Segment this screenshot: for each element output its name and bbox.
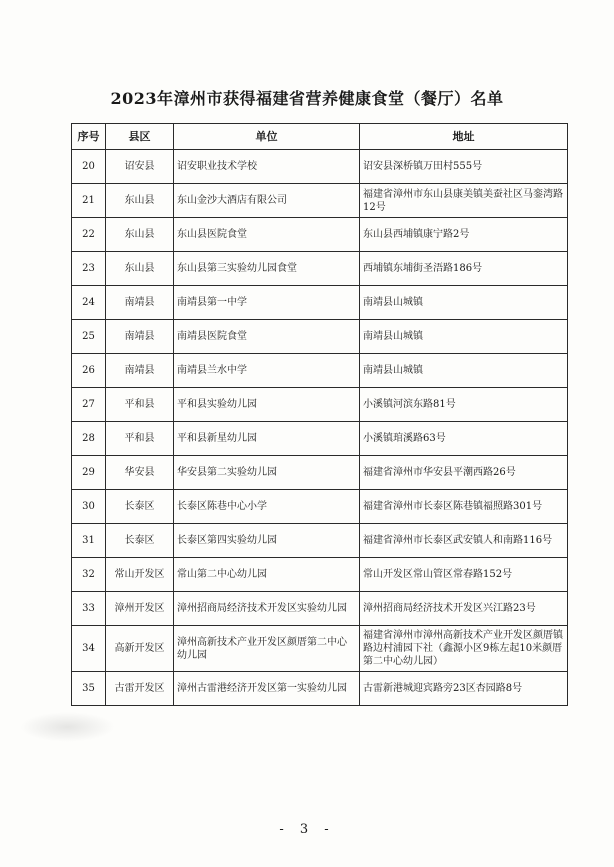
table-row [72,672,568,706]
cell-unit: 南靖县医院食堂 [174,320,360,354]
cell-unit: 平和县实验幼儿园 [174,388,360,422]
cell-index: 28 [72,422,106,456]
header-district: 县区 [106,124,174,150]
cell-district: 古雷开发区 [106,672,174,706]
cell-unit: 长泰区陈巷中心小学 [174,490,360,524]
cell-address: 福建省漳州市漳州高新技术产业开发区颜厝镇路边村浦园下社（鑫源小区9栋左起10米颜厝第二中心幼儿园） [360,626,568,672]
cell-index: 22 [72,218,106,252]
cell-unit: 平和县新星幼儿园 [174,422,360,456]
table-row [72,354,568,388]
cell-district: 东山县 [106,252,174,286]
table-row [72,320,568,354]
cell-address: 小溪镇河滨东路81号 [360,388,568,422]
cell-unit: 长泰区第四实验幼儿园 [174,524,360,558]
table-row [72,592,568,626]
cell-district: 高新开发区 [106,626,174,672]
cell-address: 小溪镇琯溪路63号 [360,422,568,456]
cell-index: 24 [72,286,106,320]
cell-unit: 东山县第三实验幼儿园食堂 [174,252,360,286]
table-row [72,524,568,558]
cell-district: 南靖县 [106,354,174,388]
table-row [72,490,568,524]
cell-index: 20 [72,150,106,184]
table-row [72,252,568,286]
cell-address: 福建省漳州市华安县平潮西路26号 [360,456,568,490]
cell-address: 南靖县山城镇 [360,354,568,388]
cell-district: 东山县 [106,184,174,218]
cell-index: 23 [72,252,106,286]
cell-address: 南靖县山城镇 [360,286,568,320]
cell-district: 南靖县 [106,286,174,320]
cell-unit: 东山县医院食堂 [174,218,360,252]
cell-unit: 漳州高新技术产业开发区颜厝第二中心幼儿园 [174,626,360,672]
cell-district: 东山县 [106,218,174,252]
scan-smudge [20,712,115,742]
cell-index: 35 [72,672,106,706]
cell-unit: 漳州古雷港经济开发区第一实验幼儿园 [174,672,360,706]
table-row [72,558,568,592]
cell-address: 福建省漳州市长泰区武安镇人和南路116号 [360,524,568,558]
table-row [72,218,568,252]
header-index: 序号 [72,124,106,150]
cell-index: 26 [72,354,106,388]
document-title: 2023年漳州市获得福建省营养健康食堂（餐厅）名单 [110,89,504,108]
cell-index: 29 [72,456,106,490]
cell-district: 长泰区 [106,524,174,558]
cell-address: 诏安县深桥镇万田村555号 [360,150,568,184]
cell-district: 长泰区 [106,490,174,524]
cell-unit: 南靖县第一中学 [174,286,360,320]
cell-unit: 常山第二中心幼儿园 [174,558,360,592]
cell-unit: 东山金沙大酒店有限公司 [174,184,360,218]
cell-address: 福建省漳州市东山县康美镇美蚕社区马銮湾路12号 [360,184,568,218]
table-row [72,456,568,490]
cell-address: 西埔镇东埔街圣浯路186号 [360,252,568,286]
table-row [72,184,568,218]
cell-address: 漳州招商局经济技术开发区兴江路23号 [360,592,568,626]
cell-district: 诏安县 [106,150,174,184]
canteen-list-table [71,123,568,706]
table-row [72,626,568,672]
cell-unit: 诏安职业技术学校 [174,150,360,184]
cell-unit: 漳州招商局经济技术开发区实验幼儿园 [174,592,360,626]
cell-address: 古雷新港城迎宾路旁23区杏园路8号 [360,672,568,706]
cell-index: 33 [72,592,106,626]
cell-unit: 华安县第二实验幼儿园 [174,456,360,490]
header-unit: 单位 [174,124,360,150]
cell-index: 30 [72,490,106,524]
cell-district: 漳州开发区 [106,592,174,626]
cell-unit: 南靖县兰水中学 [174,354,360,388]
cell-index: 27 [72,388,106,422]
cell-index: 32 [72,558,106,592]
table-header-row [72,124,568,150]
cell-district: 常山开发区 [106,558,174,592]
table-row [72,286,568,320]
cell-index: 21 [72,184,106,218]
cell-index: 31 [72,524,106,558]
table-row [72,388,568,422]
table-row [72,150,568,184]
cell-district: 南靖县 [106,320,174,354]
cell-index: 25 [72,320,106,354]
table-row [72,422,568,456]
cell-index: 34 [72,626,106,672]
page-number: - 3 - [279,822,335,837]
cell-district: 平和县 [106,388,174,422]
header-address: 地址 [360,124,568,150]
cell-district: 平和县 [106,422,174,456]
cell-address: 常山开发区常山管区常春路152号 [360,558,568,592]
cell-address: 南靖县山城镇 [360,320,568,354]
cell-address: 福建省漳州市长泰区陈巷镇福照路301号 [360,490,568,524]
cell-district: 华安县 [106,456,174,490]
cell-address: 东山县西埔镇康宁路2号 [360,218,568,252]
